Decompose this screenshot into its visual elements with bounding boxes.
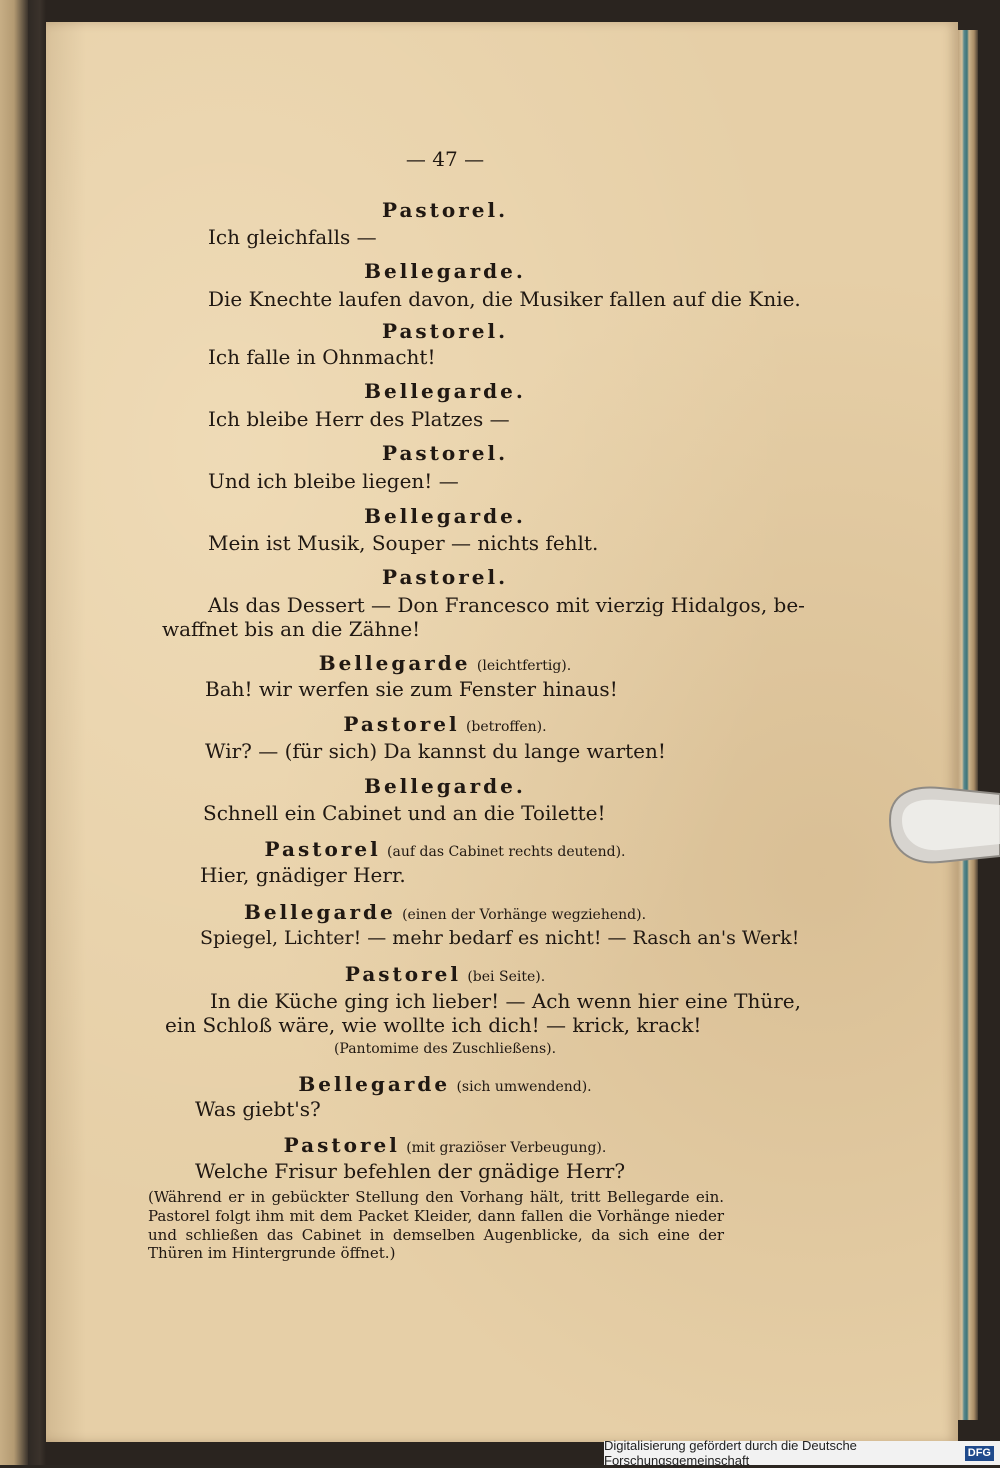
speaker-name: Pastorel bbox=[264, 837, 381, 861]
stage-direction-inline: (leichtfertig). bbox=[476, 658, 572, 674]
speaker-name: Bellegarde. bbox=[364, 379, 526, 403]
stage-direction-inline: (bei Seite). bbox=[467, 969, 546, 985]
speaker-name: Pastorel. bbox=[381, 319, 509, 343]
speaker-heading bbox=[150, 901, 740, 924]
speaker-heading bbox=[150, 1134, 740, 1157]
dialogue-line: Ich gleichfalls — bbox=[208, 225, 377, 249]
speaker-name: Bellegarde. bbox=[364, 774, 526, 798]
dialogue-line: Die Knechte laufen davon, die Musiker fallen auf die Knie. bbox=[208, 287, 801, 311]
stage-direction-inline: (auf das Cabinet rechts deutend). bbox=[387, 844, 626, 860]
dialogue-line: Bah! wir werfen sie zum Fenster hinaus! bbox=[205, 677, 618, 701]
speaker-heading bbox=[150, 838, 740, 861]
facing-page-edge bbox=[0, 0, 28, 1465]
stage-direction-line: (Pantomime des Zuschließens). bbox=[333, 1041, 557, 1057]
speaker-heading bbox=[150, 963, 740, 986]
stage-direction-inline: (sich umwendend). bbox=[456, 1079, 592, 1095]
dialogue-line: Schnell ein Cabinet und an die Toilette! bbox=[203, 801, 606, 825]
dialogue-line: Als das Dessert — Don Francesco mit vierzig Hidalgos, be- bbox=[208, 593, 805, 617]
dialogue-line: Welche Frisur befehlen der gnädige Herr? bbox=[195, 1159, 626, 1183]
dialogue-line: Spiegel, Lichter! — mehr bedarf es nicht! — Rasch an's Werk! bbox=[200, 927, 800, 949]
speaker-name: Bellegarde bbox=[243, 900, 396, 924]
digitization-footer bbox=[604, 1438, 1000, 1468]
stage-direction-block: (Während er in gebückter Stellung den Vorhang hält, tritt Bellegarde ein. Pastorel folgt ihm mit dem Packet Kleider, dann fallen die Vorhänge nieder und schließen das Cabinet in demselben Augenblicke, da sich eine der Thüren im Hintergrunde öffnet.) bbox=[148, 1188, 724, 1263]
page-number: — 47 — bbox=[405, 147, 485, 171]
dialogue-line: Und ich bleibe liegen! — bbox=[208, 469, 459, 493]
speaker-name: Pastorel bbox=[344, 962, 461, 986]
speaker-name: Pastorel bbox=[343, 712, 460, 736]
speaker-name: Bellegarde bbox=[298, 1072, 451, 1096]
dialogue-line: ein Schloß wäre, wie wollte ich dich! — krick, krack! bbox=[165, 1013, 702, 1037]
page-clip-image bbox=[880, 780, 1000, 870]
dialogue-line: waffnet bis an die Zähne! bbox=[162, 617, 421, 641]
footer-text: Digitalisierung gefördert durch die Deutsche Forschungsgemeinschaft bbox=[604, 1438, 857, 1468]
dialogue-line: Ich bleibe Herr des Platzes — bbox=[208, 407, 510, 431]
speaker-name: Pastorel. bbox=[381, 441, 509, 465]
stage-direction-inline: (einen der Vorhänge wegziehend). bbox=[402, 907, 647, 923]
speaker-heading bbox=[150, 713, 740, 736]
dialogue-line: In die Küche ging ich lieber! — Ach wenn hier eine Thüre, bbox=[210, 989, 801, 1013]
dialogue-line: Wir? — (für sich) Da kannst du lange warten! bbox=[205, 739, 666, 763]
speaker-name: Bellegarde. bbox=[364, 259, 526, 283]
stage-direction-inline: (mit graziöser Verbeugung). bbox=[406, 1140, 607, 1156]
speaker-name: Bellegarde bbox=[318, 651, 471, 675]
dialogue-line: Was giebt's? bbox=[195, 1097, 321, 1121]
dialogue-line: Ich falle in Ohnmacht! bbox=[208, 345, 436, 369]
speaker-heading bbox=[150, 1073, 740, 1096]
dialogue-line: Mein ist Musik, Souper — nichts fehlt. bbox=[208, 531, 599, 555]
speaker-name: Bellegarde. bbox=[364, 504, 526, 528]
stage-direction-inline: (betroffen). bbox=[465, 719, 547, 735]
dfg-logo: DFG bbox=[965, 1446, 994, 1461]
speaker-name: Pastorel bbox=[283, 1133, 400, 1157]
dialogue-line: Hier, gnädiger Herr. bbox=[200, 863, 406, 887]
speaker-name: Pastorel. bbox=[381, 198, 509, 222]
page-stack-edge bbox=[958, 30, 978, 1420]
speaker-heading bbox=[150, 652, 740, 675]
speaker-name: Pastorel. bbox=[381, 565, 509, 589]
